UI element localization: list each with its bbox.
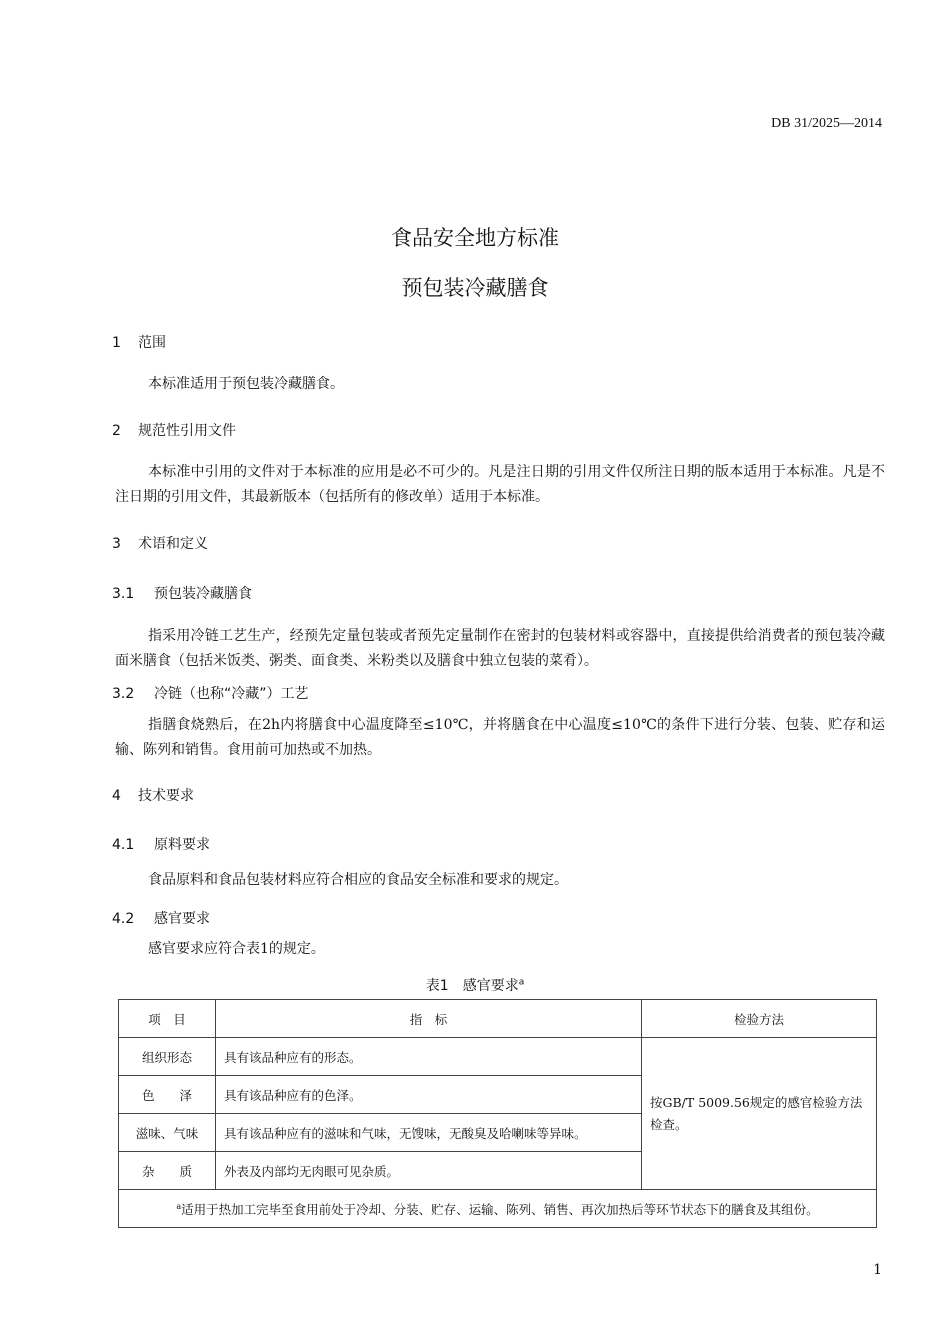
header-method: 检验方法 [642,1000,877,1038]
footnote-mark: a [176,1201,182,1211]
table-row [119,1038,877,1076]
section-3-heading [112,533,208,553]
table-header-row [119,1000,877,1038]
table-caption-footnote-mark: a [518,977,525,988]
section-title: 术语和定义 [138,536,208,552]
row-indicator: 具有该品种应有的形态。 [216,1038,642,1076]
document-code: DB 31/2025—2014 [771,116,882,131]
section-3-1-heading [112,583,252,603]
test-method-cell: 按GB/T 5009.56规定的感官检验方法检查。 [642,1038,877,1190]
section-title: 原料要求 [154,837,210,853]
standard-subtitle: 预包装冷藏膳食 [401,276,549,300]
section-title: 技术要求 [138,788,194,804]
section-number: 4.2 [112,911,135,927]
section-4-heading [112,785,194,805]
section-2-heading [112,420,236,440]
table-footnote [119,1190,877,1228]
section-number: 4.1 [112,837,135,853]
header-item: 项 目 [119,1000,216,1038]
section-3-1-text: 指采用冷链工艺生产，经预先定量包装或者预先定量制作在密封的包装材料或容器中，直接提供给消费者的预包装冷藏面米膳食（包括米饭类、粥类、面食类、米粉类以及膳食中独立包装的菜肴）。 [115,628,885,669]
section-4-1-text: 食品原料和食品包装材料应符合相应的食品安全标准和要求的规定。 [148,872,568,888]
row-item: 杂 质 [119,1152,216,1190]
section-4-2-text: 感官要求应符合表1的规定。 [148,941,325,957]
row-item: 色 泽 [119,1076,216,1114]
section-number: 3.1 [112,586,135,602]
section-1-text: 本标准适用于预包装冷藏膳食。 [148,376,344,392]
standard-title: 食品安全地方标准 [391,226,559,250]
header-indicator: 指 标 [216,1000,642,1038]
section-4-1-heading [112,834,210,854]
section-number: 1 [112,335,121,351]
section-2-text: 本标准中引用的文件对于本标准的应用是必不可少的。凡是注日期的引用文件仅所注日期的版本适用于本标准。凡是不注日期的引用文件，其最新版本（包括所有的修改单）适用于本标准。 [115,464,885,505]
sensory-requirements-table [118,999,877,1228]
page-number: 1 [873,1262,882,1278]
section-number: 3 [112,536,121,552]
section-number: 4 [112,788,121,804]
section-title: 范围 [138,335,166,351]
row-indicator: 具有该品种应有的色泽。 [216,1076,642,1114]
row-item: 组织形态 [119,1038,216,1076]
section-number: 2 [112,423,121,439]
section-number: 3.2 [112,686,135,702]
section-3-2-text: 指膳食烧熟后，在2h内将膳食中心温度降至≤10℃，并将膳食在中心温度≤10℃的条件下进行分装、包装、贮存和运输、陈列和销售。食用前可加热或不加热。 [115,717,885,758]
footnote-text: 适用于热加工完毕至食用前处于冷却、分装、贮存、运输、陈列、销售、再次加热后等环节状态下的膳食及其组份。 [181,1201,819,1217]
row-item: 滋味、气味 [119,1114,216,1152]
section-title: 规范性引用文件 [138,423,236,439]
row-indicator: 外表及内部均无肉眼可见杂质。 [216,1152,642,1190]
section-title: 预包装冷藏膳食 [154,586,252,602]
section-title: 冷链（也称“冷藏”）工艺 [154,686,309,702]
table-caption-text: 表1 感官要求 [425,978,519,994]
row-indicator: 具有该品种应有的滋味和气味，无馊味，无酸臭及哈喇味等异味。 [216,1114,642,1152]
table-note-row [119,1190,877,1228]
section-4-2-heading [112,908,210,928]
section-title: 感官要求 [154,911,210,927]
section-1-heading [112,332,166,352]
section-3-2-heading [112,683,309,703]
table-caption [0,975,950,995]
